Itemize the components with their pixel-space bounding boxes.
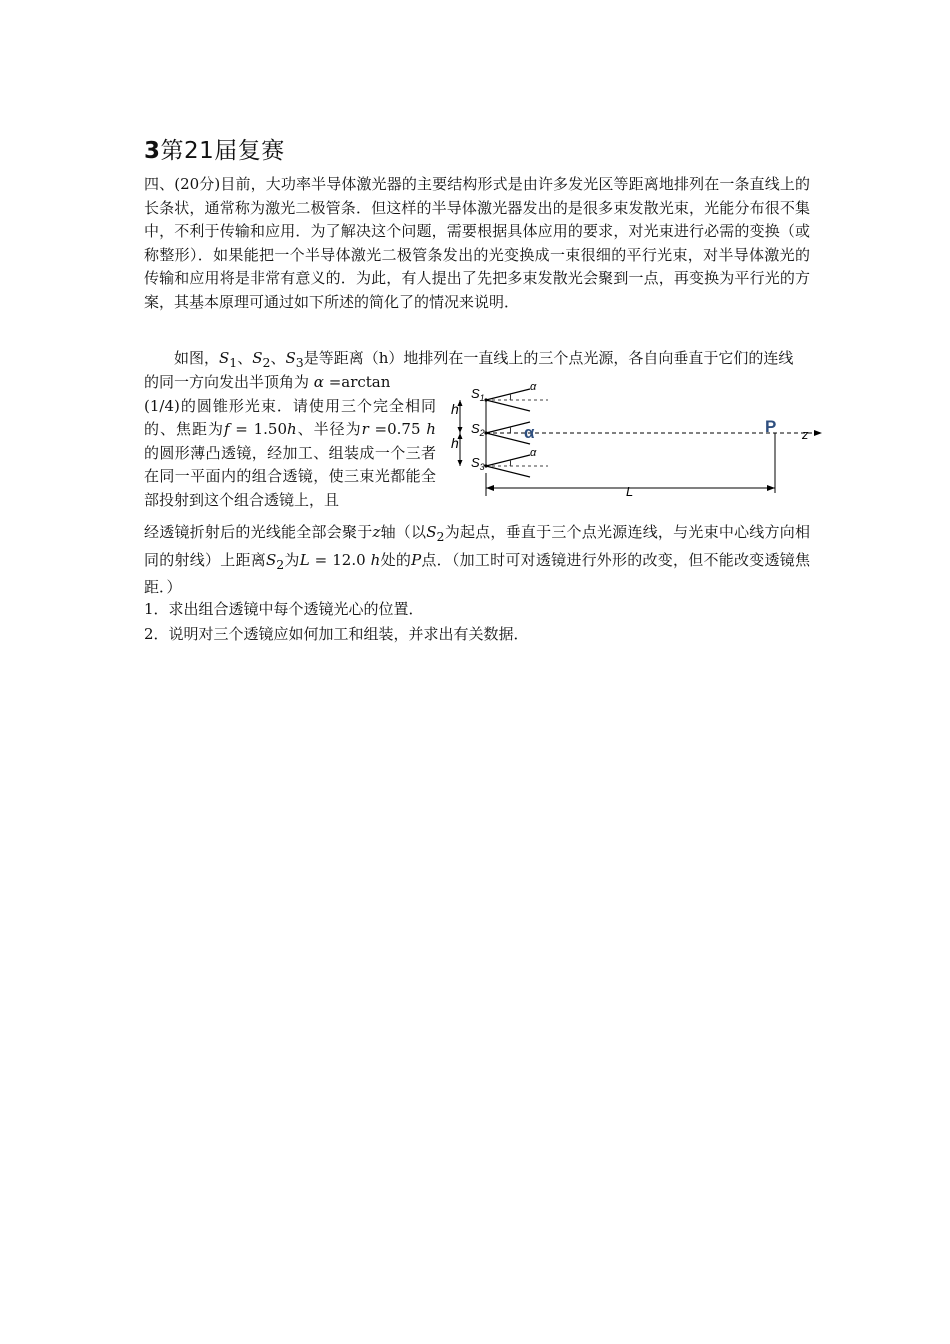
z-axis-label: z xyxy=(802,427,809,442)
section-title: 第21届复赛 xyxy=(160,138,285,164)
section-number: 3 xyxy=(144,138,161,164)
s2-label: $S_2$ xyxy=(471,421,485,438)
problem-wrapped-text: 的同一方向发出半顶角为 α =arctan (1/4)的圆锥形光束．请使用三个完全相同的、焦距为f = 1.50h、半径为r =0.75 h的圆形薄凸透镜，经加工、组装成一个三者在同一平面内的组合透镜，使三束光都能全部投射到这个组合透镜上，且 xyxy=(144,373,436,509)
point-p-label: P xyxy=(765,417,777,436)
question-2: 2．说明对三个透镜应如何加工和组装，并求出有关数据． xyxy=(144,625,529,643)
section-heading xyxy=(144,132,285,165)
alpha-s2-label: α xyxy=(524,423,535,442)
light-source-diagram xyxy=(448,378,828,508)
alpha-s3-label: α xyxy=(530,447,537,459)
h-label-lower: h xyxy=(451,435,459,451)
alpha-symbol: α xyxy=(313,373,324,391)
s1-label: $S_1$ xyxy=(471,386,485,403)
question-1: 1．求出组合透镜中每个透镜光心的位置． xyxy=(144,600,424,618)
problem-setup-paragraph: 如图，$S_1$、$S_2$、$S_3$是等距离（h）地排列在一直线上的三个点光源，各自向垂直于它们的连线 xyxy=(174,349,794,370)
problem-intro-paragraph: 四、(20分)目前，大功率半导体激光器的主要结构形式是由许多发光区等距离地排列在一条直线上的长条状，通常称为激光二极管条．但这样的半导体激光器发出的是很多束发散光束，光能分布很不集中，不利于传输和应用．为了解决这个问题，需要根据具体应用的要求，对光束进行必需的变换（或称整形）．如果能把一个半导体激光二极管条发出的光变换成一束很细的平行光束，对半导体激光的传输和应用将是非常有意义的．为此，有人提出了先把多束发散光会聚到一点，再变换为平行光的方案，其基本原理可通过如下所述的简化了的情况来说明． xyxy=(144,175,810,311)
h-label-upper: h xyxy=(451,401,459,417)
s3-label: $S_3$ xyxy=(471,455,485,472)
alpha-s1-label: α xyxy=(530,381,537,393)
l-label: L xyxy=(626,484,634,499)
problem-condition-paragraph: 经透镜折射后的光线能全部会聚于z轴（以$S_2$为起点，垂直于三个点光源连线，与光束中心线方向相同的射线）上距离$S_2$为L = 12.0 h处的P点．（加工时可对透镜进行外形的改变，但不能改变透镜焦距．） xyxy=(144,523,810,596)
